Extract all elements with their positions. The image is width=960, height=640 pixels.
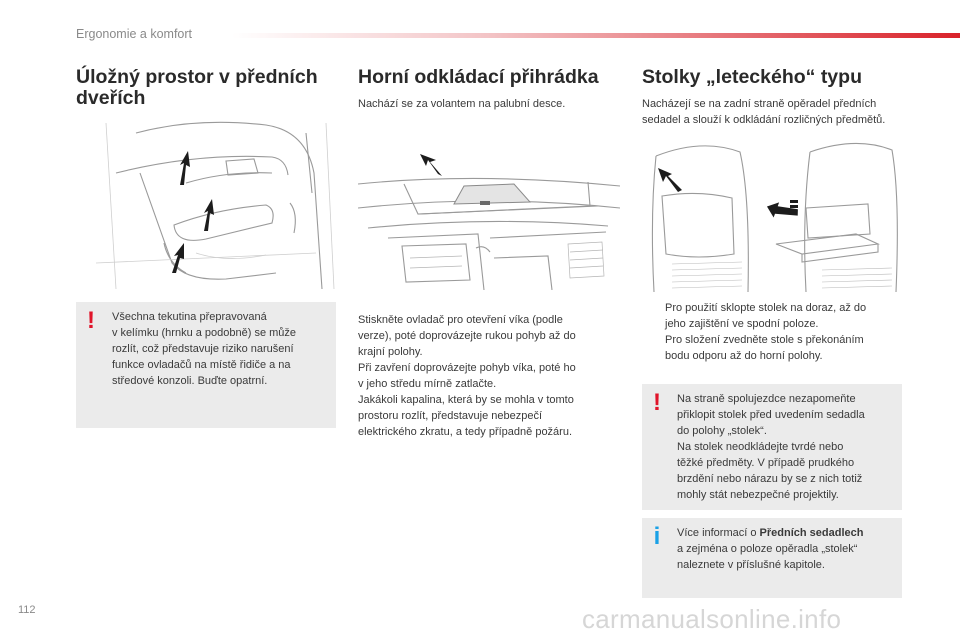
- col1-title-line2: dveřích: [76, 87, 146, 109]
- col3-title: Stolky „leteckého“ typu: [642, 66, 862, 88]
- warning-icon: !: [653, 389, 661, 416]
- watermark: carmanualsonline.info: [582, 604, 842, 634]
- warning-icon: !: [87, 307, 95, 334]
- col3-bullet2: Pro složení zvedněte stole s překonáním bodu odporu až do horní polohy.: [665, 334, 864, 362]
- col2-intro: Nachází se za volantem na palubní desce.: [358, 98, 566, 110]
- info-bold: Předních sedadlech: [759, 527, 864, 539]
- dashboard-compartment-illustration: [358, 148, 620, 290]
- col1-title: [76, 67, 318, 109]
- header-accent-rule: [232, 33, 960, 38]
- page-number: 112: [18, 604, 36, 616]
- col1-title-line1: Úložný prostor v předních: [76, 66, 318, 88]
- section-label: Ergonomie a komfort: [76, 27, 193, 41]
- col3-info-text: [677, 525, 899, 573]
- col3-warning-text: Na straně spolujezdce nezapomeňte přiklopit stolek před uvedením sedadla do polohy „stolek“. Na stolek neodkládejte tvrdé nebo těžké předměty. V případě prudkého brzdění nebo nárazu by se z nich totiž mohly stát nebezpečné projektily.: [677, 393, 865, 501]
- col3-bullet1: Pro použití sklopte stolek na doraz, až do jeho zajištění ve spodní poloze.: [665, 302, 867, 330]
- info-icon: i: [653, 523, 661, 550]
- col2-title: Horní odkládací přihrádka: [358, 66, 599, 88]
- info-rest: a zejména o poloze opěradla „stolek“ naleznete v příslušné kapitole.: [677, 543, 858, 571]
- seatback-tray-illustration: [642, 136, 904, 292]
- col2-body: Stiskněte ovladač pro otevření víka (podle verze), poté doprovázejte rukou pohyb až do krajní polohy. Při zavření doprovázejte pohyb víka, poté ho v jeho středu mírně zatlačte. Jakákoli kapalina, která by se mohla v tomto prostoru rozlít, představuje nebezpečí elektrického zkratu, a tedy případně požáru.: [358, 314, 576, 438]
- col1-warning-text: Všechna tekutina přepravovaná v kelímku (hrnku a podobně) se může rozlít, což představuje riziko narušení funkce ovladačů na místě řidiče a na středové konzoli. Buďte opatrní.: [112, 311, 297, 387]
- door-storage-illustration: [76, 113, 336, 289]
- info-prefix: Více informací o: [677, 527, 760, 539]
- col3-intro: Nacházejí se na zadní straně opěradel předních sedadel a slouží k odkládání rozličných předmětů.: [642, 98, 886, 126]
